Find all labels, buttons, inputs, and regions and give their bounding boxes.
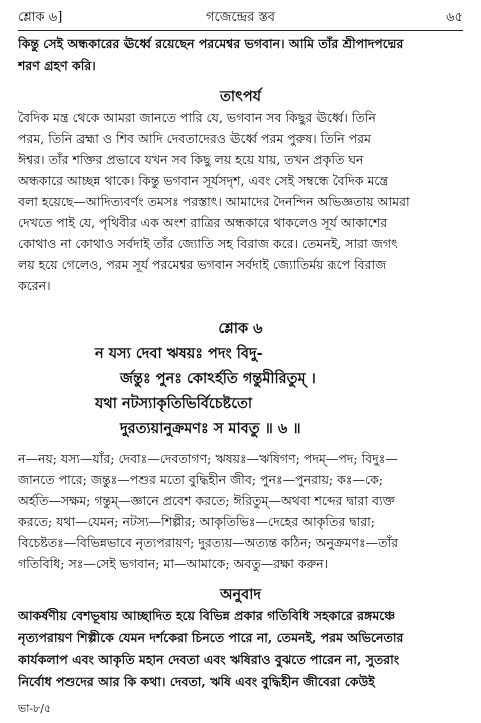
translation-line: আকর্ষণীয় বেশভূষায় আচ্ছাদিত হয়ে বিভিন্ন প্রকার গতিবিধি সহকারে রঙ্গমঞ্চে	[18, 608, 396, 623]
header-page-number: ৬৫	[446, 10, 463, 25]
translation-line: নৃত্যপরায়ণ শিল্পীকে যেমন দর্শকেরা চিনতে পারে না, তেমনই, পরম অভিনেতার	[18, 630, 404, 645]
verse-line: ন যস্য দেবা ঋষয়ঃ পদং বিদু-	[95, 345, 263, 362]
purport-heading: তাৎপর্য	[219, 88, 262, 105]
verse-line: যথা নটস্যাকৃতিভির্বিচেষ্টতো	[95, 395, 253, 412]
translation-line: কার্যকলাপ এবং আকৃতি মহান দেবতা এবং ঋষিরাও বুঝতে পারেন না, সুতরাং	[18, 652, 400, 667]
purport-line: বৈদিক মন্ত্র থেকে আমরা জানতে পারি যে, ভগবান সব কিছুর ঊর্ধ্বে। তিনি	[18, 110, 376, 125]
purport-line: অন্ধকারে আচ্ছন্ন থাকে। কিন্তু ভগবান সূর্যসদৃশ, এবং সেই সম্বন্ধে বৈদিক মন্ত্রে	[18, 173, 389, 188]
intro-line: কিন্তু সেই অন্ধকারের ঊর্ধ্বে রয়েছেন পরমেশ্বর ভগবান। আমি তাঁর শ্রীপাদপদ্মের	[18, 36, 404, 51]
purport-line: করেন।	[18, 278, 51, 293]
header-chapter-title: গজেন্দ্রের স্তব	[206, 10, 275, 25]
footer-signature-mark: ভা-৮/৫	[18, 702, 52, 715]
purport-line: পরম, তিনি ব্রহ্মা ও শিব আদি দেবতাদেরও ঊর্ধ্বে পরম পুরুষ। তিনি পরম	[18, 131, 371, 146]
synonyms-line: বিচেষ্টতঃ—বিভিন্নভাবে নৃত্যপরায়ণ; দুরত্যয়—অত্যন্ত কঠিন; অনুক্রমণঃ—তাঁর	[18, 535, 399, 550]
verse-heading: শ্লোক ৬	[218, 320, 263, 337]
verse-line: দুরত্যয়ানুক্রমণঃ স মাবতু ॥ ৬ ॥	[120, 420, 301, 437]
header-rule	[18, 30, 463, 31]
intro-line: শরণ গ্রহণ করি।	[18, 58, 96, 73]
synonyms-line: করতে; যথা—যেমন; নটস্য—শিল্পীর; আকৃতিভিঃ—দেহের আকৃতির দ্বারা;	[18, 514, 375, 529]
synonyms-line: গতিবিধি; সঃ—সেই ভগবান; মা—আমাকে; অবতু—রক্ষা করুন।	[18, 556, 329, 571]
purport-line: দেখতে পাই যে, পৃথিবীর এক অংশ রাত্রির অন্ধকারে থাকলেও সূর্য আকাশের	[18, 215, 388, 230]
translation-line: নির্বোধ পশুদের আর কি কথা। দেবতা, ঋষি এবং বুদ্ধিহীন জীবেরা কেউই	[18, 674, 375, 689]
purport-line: বলা হয়েছে—আদিত্যবর্ণং তমসঃ পরস্তাৎ। আমাদের দৈনন্দিন অভিজ্ঞতায় আমরা	[18, 194, 410, 209]
verse-line: র্জন্তুঃ পুনঃ কোঽর্হতি গন্তুমীরিতুম্ ।	[120, 370, 316, 387]
synonyms-line: ন—নয়; যস্য—যাঁর; দেবাঃ—দেবতাগণ; ঋষয়ঃ—ঋষিগণ; পদম্—পদ; বিদুঃ—	[18, 451, 398, 466]
synonyms-line: জানতে পারে; জন্তুঃ—পশুর মতো বুদ্ধিহীন জীব; পুনঃ—পুনরায়; কঃ—কে;	[18, 472, 384, 487]
page-header	[18, 8, 463, 30]
purport-line: কোথাও না কোথাও সর্বদাই তাঁর জ্যোতি সহ বিরাজ করে। তেমনই, সারা জগৎ	[18, 236, 398, 251]
purport-line: ঈশ্বর। তাঁর শক্তির প্রভাবে যখন সব কিছু লয় হয়ে যায়, তখন প্রকৃতি ঘন	[18, 152, 364, 167]
synonyms-line: অর্হতি—সক্ষম; গন্তুম্—জ্ঞানে প্রবেশ করতে; ঈরিতুম্—অথবা শব্দের দ্বারা ব্যক্ত	[18, 493, 395, 508]
purport-line: লয় হয়ে গেলেও, পরম সূর্য পরমেশ্বর ভগবান সর্বদাই জ্যোতির্ময় রূপে বিরাজ	[18, 257, 387, 272]
translation-heading: অনুবাদ	[219, 586, 262, 603]
header-verse-ref: শ্লোক ৬]	[18, 10, 63, 25]
